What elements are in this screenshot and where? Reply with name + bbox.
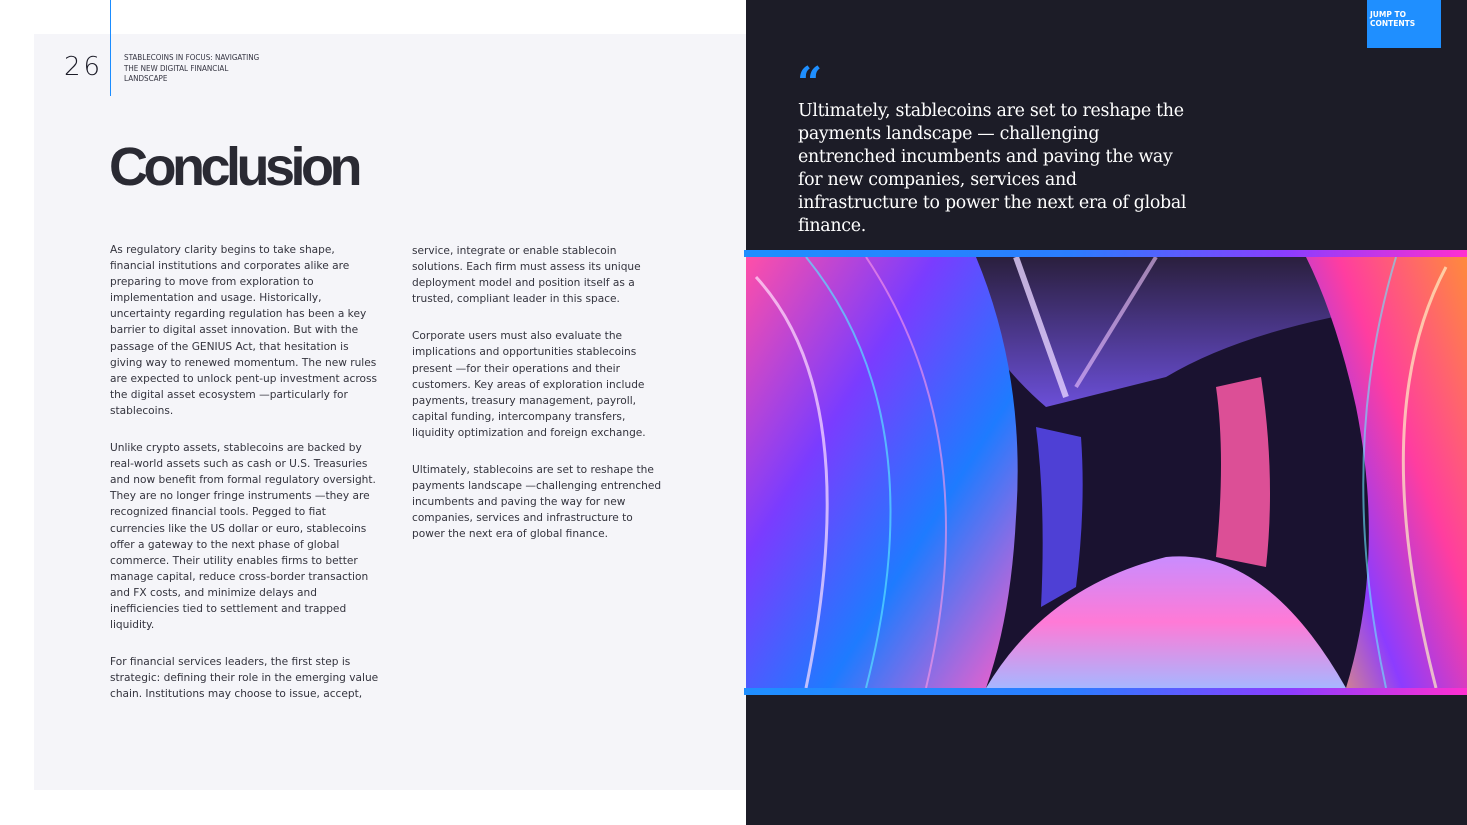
header-divider bbox=[110, 0, 111, 96]
text-column-1 bbox=[110, 242, 382, 723]
paragraph: For financial services leaders, the first step is strategic: defining their role in the emerging value chain. Institutions may choose to issue, accept, bbox=[110, 656, 379, 701]
image-top-bar bbox=[744, 250, 1467, 257]
paragraph: service, integrate or enable stablecoin solutions. Each firm must assess its unique deployment model and position itself as a trusted, compliant leader in this space. bbox=[412, 245, 641, 306]
paragraph: Ultimately, stablecoins are set to reshape the payments landscape —challenging entrenched incumbents and paving the way for new companies, services and infrastructure to power the next era of global finance. bbox=[412, 464, 662, 541]
page-number: 26 bbox=[64, 52, 104, 82]
jump-to-contents-button[interactable]: JUMP TO CONTENTS bbox=[1367, 0, 1441, 48]
neon-corridor-image bbox=[746, 257, 1467, 688]
text-column-2 bbox=[412, 243, 664, 564]
paragraph: Corporate users must also evaluate the implications and opportunities stablecoins present —for their operations and their customers. Key areas of exploration include payments, treasury management, payroll, capital funding, intercompany transfers, liquidity optimization and foreign exchange. bbox=[412, 330, 646, 439]
paragraph: Unlike crypto assets, stablecoins are backed by real-world assets such as cash or U.S. Treasuries and now benefit from formal regulatory oversight. They are no longer fringe instruments —they are recognized financial tools. Pegged to fiat currencies like the US dollar or euro, stablecoins offer a gateway to the next phase of global commerce. Their utility enables firms to better manage capital, reduce cross-border transaction and FX costs, and minimize delays and inefficiencies tied to settlement and trapped liquidity. bbox=[110, 442, 376, 632]
document-title: STABLECOINS IN FOCUS: NAVIGATING THE NEW DIGITAL FINANCIAL LANDSCAPE bbox=[124, 53, 260, 83]
paragraph: As regulatory clarity begins to take shape, financial institutions and corporates alike are preparing to move from exploration to implementation and usage. Historically, uncertainty regarding regulation has been a key barrier to digital asset innovation. But with the passage of the GENIUS Act, that hesitation is giving way to renewed momentum. The new rules are expected to unlock pent-up investment across the digital asset ecosystem —particularly for stablecoins. bbox=[110, 244, 378, 417]
quote-icon: “ bbox=[797, 58, 823, 109]
pull-quote: Ultimately, stablecoins are set to reshape the payments landscape — challenging entrenched incumbents and paving the way for new companies, services and infrastructure to power the next era of global finance. bbox=[798, 101, 1187, 236]
image-bottom-bar bbox=[744, 688, 1467, 695]
page-title: Conclusion bbox=[109, 137, 358, 197]
